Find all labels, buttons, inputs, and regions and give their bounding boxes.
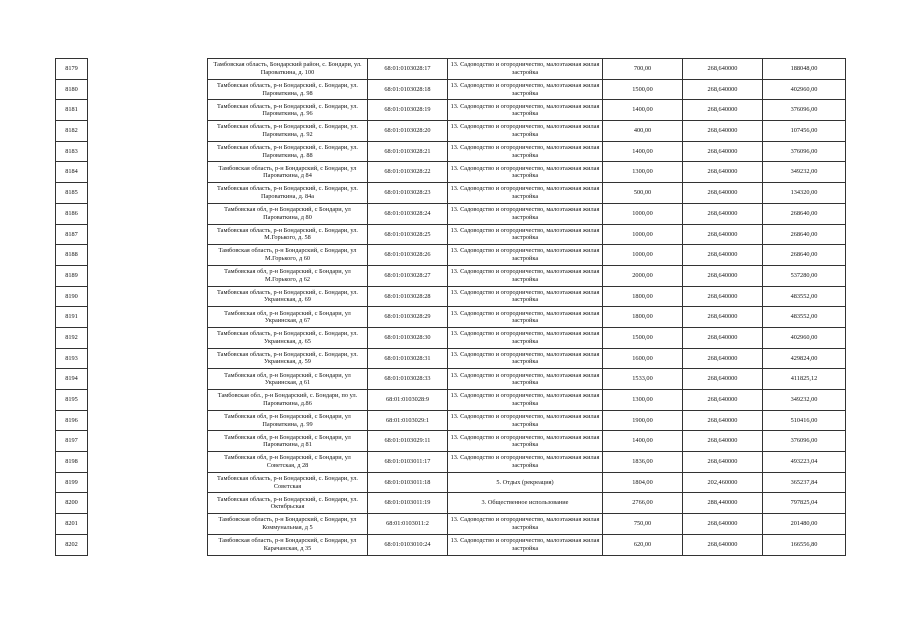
table-row bbox=[56, 162, 846, 183]
area-cell: 1500,00 bbox=[603, 327, 683, 348]
land-use-cell: 13. Садоводство и огородничество, малоэтажная жилая застройка bbox=[448, 534, 603, 555]
address-cell: Тамбовская область, р-н Бондарский, с. Бондари, ул. Пароваткина, д. 92 bbox=[208, 121, 368, 142]
area-cell: 2766,00 bbox=[603, 493, 683, 514]
specific-value-cell: 288,440000 bbox=[683, 493, 763, 514]
cadastral-number-cell: 68:01:0103028:27 bbox=[368, 265, 448, 286]
address-cell: Тамбовская обл, р-н Бондарский, с Бондари, ул Пароваткина, д 80 bbox=[208, 203, 368, 224]
specific-value-cell: 268,640000 bbox=[683, 265, 763, 286]
table-row bbox=[56, 183, 846, 204]
row-number-cell: 8186 bbox=[56, 203, 88, 224]
cadastral-value-cell: 402960,00 bbox=[763, 79, 846, 100]
cadastral-number-cell: 68:01:0103011:17 bbox=[368, 452, 448, 473]
specific-value-cell: 268,640000 bbox=[683, 514, 763, 535]
table-body bbox=[56, 59, 846, 556]
land-use-cell: 13. Садоводство и огородничество, малоэтажная жилая застройка bbox=[448, 224, 603, 245]
specific-value-cell: 268,640000 bbox=[683, 534, 763, 555]
cadastral-value-cell: 402960,00 bbox=[763, 327, 846, 348]
area-cell: 1400,00 bbox=[603, 141, 683, 162]
cadastral-number-cell: 68:01:0103029:11 bbox=[368, 431, 448, 452]
area-cell: 1900,00 bbox=[603, 410, 683, 431]
specific-value-cell: 268,640000 bbox=[683, 224, 763, 245]
land-use-cell: 13. Садоводство и огородничество, малоэтажная жилая застройка bbox=[448, 59, 603, 80]
land-use-cell: 13. Садоводство и огородничество, малоэтажная жилая застройка bbox=[448, 307, 603, 328]
cadastral-number-cell: 68:01:0103028:31 bbox=[368, 348, 448, 369]
table-row bbox=[56, 534, 846, 555]
land-use-cell: 13. Садоводство и огородничество, малоэтажная жилая застройка bbox=[448, 369, 603, 390]
cadastral-value-cell: 510416,00 bbox=[763, 410, 846, 431]
land-use-cell: 13. Садоводство и огородничество, малоэтажная жилая застройка bbox=[448, 121, 603, 142]
cadastral-value-cell: 483552,00 bbox=[763, 307, 846, 328]
area-cell: 1836,00 bbox=[603, 452, 683, 473]
specific-value-cell: 268,640000 bbox=[683, 348, 763, 369]
cadastral-value-cell: 365237,84 bbox=[763, 472, 846, 493]
specific-value-cell: 268,640000 bbox=[683, 183, 763, 204]
gap-cell bbox=[88, 183, 208, 204]
table-row bbox=[56, 224, 846, 245]
cadastral-number-cell: 68:01:0103028:26 bbox=[368, 245, 448, 266]
cadastral-value-cell: 429824,00 bbox=[763, 348, 846, 369]
row-number-cell: 8198 bbox=[56, 452, 88, 473]
specific-value-cell: 268,640000 bbox=[683, 327, 763, 348]
table-row bbox=[56, 307, 846, 328]
cadastral-value-cell: 483552,00 bbox=[763, 286, 846, 307]
specific-value-cell: 268,640000 bbox=[683, 410, 763, 431]
row-number-cell: 8197 bbox=[56, 431, 88, 452]
table-row bbox=[56, 121, 846, 142]
row-number-cell: 8193 bbox=[56, 348, 88, 369]
row-number-cell: 8182 bbox=[56, 121, 88, 142]
cadastral-value-cell: 376096,00 bbox=[763, 431, 846, 452]
land-use-cell: 13. Садоводство и огородничество, малоэтажная жилая застройка bbox=[448, 431, 603, 452]
cadastral-value-cell: 376096,00 bbox=[763, 100, 846, 121]
land-use-cell: 13. Садоводство и огородничество, малоэтажная жилая застройка bbox=[448, 265, 603, 286]
row-number-cell: 8185 bbox=[56, 183, 88, 204]
cadastral-number-cell: 68:01:0103028:23 bbox=[368, 183, 448, 204]
area-cell: 700,00 bbox=[603, 59, 683, 80]
cadastral-value-cell: 797825,04 bbox=[763, 493, 846, 514]
table-row bbox=[56, 514, 846, 535]
address-cell: Тамбовская область, р-н Бондарский, с. Бондари, ул. Пароваткина, д. 96 bbox=[208, 100, 368, 121]
address-cell: Тамбовская обл, р-н Бондарский, с Бондари, ул Пароваткина, д. 99 bbox=[208, 410, 368, 431]
land-use-cell: 5. Отдых (рекреация) bbox=[448, 472, 603, 493]
area-cell: 1000,00 bbox=[603, 203, 683, 224]
gap-cell bbox=[88, 307, 208, 328]
cadastral-value-cell: 349232,00 bbox=[763, 390, 846, 411]
address-cell: Тамбовская область, р-н Бондарский, с. Бондари, ул. Советская bbox=[208, 472, 368, 493]
specific-value-cell: 202,460000 bbox=[683, 472, 763, 493]
table-row bbox=[56, 265, 846, 286]
table-row bbox=[56, 452, 846, 473]
row-number-cell: 8189 bbox=[56, 265, 88, 286]
land-use-cell: 13. Садоводство и огородничество, малоэтажная жилая застройка bbox=[448, 183, 603, 204]
cadastral-number-cell: 68:01:0103010:24 bbox=[368, 534, 448, 555]
specific-value-cell: 268,640000 bbox=[683, 245, 763, 266]
row-number-cell: 8188 bbox=[56, 245, 88, 266]
gap-cell bbox=[88, 265, 208, 286]
specific-value-cell: 268,640000 bbox=[683, 59, 763, 80]
table-row bbox=[56, 59, 846, 80]
cadastral-value-cell: 134320,00 bbox=[763, 183, 846, 204]
row-number-cell: 8179 bbox=[56, 59, 88, 80]
specific-value-cell: 268,640000 bbox=[683, 79, 763, 100]
cadastral-value-cell: 376096,00 bbox=[763, 141, 846, 162]
table-row bbox=[56, 369, 846, 390]
gap-cell bbox=[88, 514, 208, 535]
area-cell: 620,00 bbox=[603, 534, 683, 555]
table-row bbox=[56, 286, 846, 307]
cadastral-number-cell: 68:01:0103028:19 bbox=[368, 100, 448, 121]
address-cell: Тамбовская обл, р-н Бондарский, с Бондари, ул Советская, д 28 bbox=[208, 452, 368, 473]
cadastral-number-cell: 68:01:0103029:1 bbox=[368, 410, 448, 431]
row-number-cell: 8180 bbox=[56, 79, 88, 100]
table-row bbox=[56, 327, 846, 348]
table-row bbox=[56, 203, 846, 224]
cadastral-value-cell: 268640,00 bbox=[763, 203, 846, 224]
specific-value-cell: 268,640000 bbox=[683, 162, 763, 183]
area-cell: 1000,00 bbox=[603, 224, 683, 245]
area-cell: 1000,00 bbox=[603, 245, 683, 266]
address-cell: Тамбовская обл, р-н Бондарский, с Бондари, ул Пароваткина, д 81 bbox=[208, 431, 368, 452]
gap-cell bbox=[88, 79, 208, 100]
gap-cell bbox=[88, 141, 208, 162]
cadastral-number-cell: 68:01:0103028:25 bbox=[368, 224, 448, 245]
specific-value-cell: 268,640000 bbox=[683, 141, 763, 162]
area-cell: 1800,00 bbox=[603, 307, 683, 328]
specific-value-cell: 268,640000 bbox=[683, 452, 763, 473]
row-number-cell: 8196 bbox=[56, 410, 88, 431]
cadastral-value-cell: 537280,00 bbox=[763, 265, 846, 286]
area-cell: 1400,00 bbox=[603, 100, 683, 121]
address-cell: Тамбовская область, р-н Бондарский, с. Бондари, ул. Пароваткина, д. 88 bbox=[208, 141, 368, 162]
area-cell: 400,00 bbox=[603, 121, 683, 142]
area-cell: 2000,00 bbox=[603, 265, 683, 286]
land-use-cell: 13. Садоводство и огородничество, малоэтажная жилая застройка bbox=[448, 348, 603, 369]
cadastral-number-cell: 68:01:0103011:2 bbox=[368, 514, 448, 535]
area-cell: 1600,00 bbox=[603, 348, 683, 369]
address-cell: Тамбовская область, р-н Бондарский, с. Бондари, ул. Украинская, д. 59 bbox=[208, 348, 368, 369]
cadastral-number-cell: 68:01:0103028:28 bbox=[368, 286, 448, 307]
gap-cell bbox=[88, 327, 208, 348]
area-cell: 1500,00 bbox=[603, 79, 683, 100]
area-cell: 1300,00 bbox=[603, 162, 683, 183]
land-use-cell: 13. Садоводство и огородничество, малоэтажная жилая застройка bbox=[448, 286, 603, 307]
land-use-cell: 13. Садоводство и огородничество, малоэтажная жилая застройка bbox=[448, 452, 603, 473]
cadastral-value-cell: 107456,00 bbox=[763, 121, 846, 142]
area-cell: 750,00 bbox=[603, 514, 683, 535]
table-row bbox=[56, 348, 846, 369]
specific-value-cell: 268,640000 bbox=[683, 121, 763, 142]
table-row bbox=[56, 472, 846, 493]
table-row bbox=[56, 245, 846, 266]
gap-cell bbox=[88, 390, 208, 411]
gap-cell bbox=[88, 162, 208, 183]
data-table bbox=[55, 58, 846, 556]
gap-cell bbox=[88, 493, 208, 514]
cadastral-value-cell: 493223,04 bbox=[763, 452, 846, 473]
table-row bbox=[56, 141, 846, 162]
gap-cell bbox=[88, 224, 208, 245]
cadastral-number-cell: 68:01:0103028:20 bbox=[368, 121, 448, 142]
address-cell: Тамбовская область, р-н Бондарский, с. Бондари, ул. Октябрьская bbox=[208, 493, 368, 514]
row-number-cell: 8181 bbox=[56, 100, 88, 121]
land-use-cell: 13. Садоводство и огородничество, малоэтажная жилая застройка bbox=[448, 79, 603, 100]
cadastral-number-cell: 68:01:0103028:9 bbox=[368, 390, 448, 411]
gap-cell bbox=[88, 59, 208, 80]
gap-cell bbox=[88, 472, 208, 493]
address-cell: Тамбовская область, р-н Бондарский, с. Бондари, ул. Пароваткина, д. 84а bbox=[208, 183, 368, 204]
specific-value-cell: 268,640000 bbox=[683, 431, 763, 452]
area-cell: 1804,00 bbox=[603, 472, 683, 493]
address-cell: Тамбовская область, р-н Бондарский, с Бондари, ул Пароваткина, д 84 bbox=[208, 162, 368, 183]
cadastral-number-cell: 68:01:0103028:22 bbox=[368, 162, 448, 183]
address-cell: Тамбовская область, р-н Бондарский, с. Бондари, ул. Украинская, д. 69 bbox=[208, 286, 368, 307]
address-cell: Тамбовская область, Бондарский район, с. Бондари, ул. Пароваткина, д. 100 bbox=[208, 59, 368, 80]
land-use-cell: 13. Садоводство и огородничество, малоэтажная жилая застройка bbox=[448, 327, 603, 348]
gap-cell bbox=[88, 348, 208, 369]
table-row bbox=[56, 493, 846, 514]
cadastral-number-cell: 68:01:0103028:18 bbox=[368, 79, 448, 100]
land-use-cell: 13. Садоводство и огородничество, малоэтажная жилая застройка bbox=[448, 390, 603, 411]
row-number-cell: 8190 bbox=[56, 286, 88, 307]
table-row bbox=[56, 79, 846, 100]
land-use-cell: 13. Садоводство и огородничество, малоэтажная жилая застройка bbox=[448, 162, 603, 183]
cadastral-number-cell: 68:01:0103011:19 bbox=[368, 493, 448, 514]
area-cell: 1533,00 bbox=[603, 369, 683, 390]
cadastral-value-cell: 188048,00 bbox=[763, 59, 846, 80]
row-number-cell: 8200 bbox=[56, 493, 88, 514]
area-cell: 500,00 bbox=[603, 183, 683, 204]
land-use-cell: 13. Садоводство и огородничество, малоэтажная жилая застройка bbox=[448, 100, 603, 121]
row-number-cell: 8194 bbox=[56, 369, 88, 390]
table-row bbox=[56, 100, 846, 121]
table-row bbox=[56, 390, 846, 411]
cadastral-number-cell: 68:01:0103028:29 bbox=[368, 307, 448, 328]
row-number-cell: 8183 bbox=[56, 141, 88, 162]
specific-value-cell: 268,640000 bbox=[683, 307, 763, 328]
cadastral-value-table bbox=[55, 58, 845, 556]
cadastral-value-cell: 166556,80 bbox=[763, 534, 846, 555]
row-number-cell: 8202 bbox=[56, 534, 88, 555]
gap-cell bbox=[88, 431, 208, 452]
land-use-cell: 13. Садоводство и огородничество, малоэтажная жилая застройка bbox=[448, 141, 603, 162]
address-cell: Тамбовская обл., р-н Бондарский, с. Бондари, по ул. Пароваткина, д.86 bbox=[208, 390, 368, 411]
land-use-cell: 13. Садоводство и огородничество, малоэтажная жилая застройка bbox=[448, 203, 603, 224]
cadastral-number-cell: 68:01:0103028:33 bbox=[368, 369, 448, 390]
cadastral-value-cell: 411825,12 bbox=[763, 369, 846, 390]
row-number-cell: 8199 bbox=[56, 472, 88, 493]
specific-value-cell: 268,640000 bbox=[683, 100, 763, 121]
land-use-cell: 13. Садоводство и огородничество, малоэтажная жилая застройка bbox=[448, 514, 603, 535]
row-number-cell: 8191 bbox=[56, 307, 88, 328]
area-cell: 1300,00 bbox=[603, 390, 683, 411]
cadastral-value-cell: 201480,00 bbox=[763, 514, 846, 535]
address-cell: Тамбовская область, р-н Бондарский, с. Бондари, ул. Украинская, д. 65 bbox=[208, 327, 368, 348]
cadastral-value-cell: 268640,00 bbox=[763, 245, 846, 266]
row-number-cell: 8184 bbox=[56, 162, 88, 183]
cadastral-number-cell: 68:01:0103028:24 bbox=[368, 203, 448, 224]
land-use-cell: 13. Садоводство и огородничество, малоэтажная жилая застройка bbox=[448, 410, 603, 431]
gap-cell bbox=[88, 245, 208, 266]
address-cell: Тамбовская обл, р-н Бондарский, с Бондари, ул М.Горького, д 62 bbox=[208, 265, 368, 286]
cadastral-number-cell: 68:01:0103028:30 bbox=[368, 327, 448, 348]
gap-cell bbox=[88, 452, 208, 473]
gap-cell bbox=[88, 203, 208, 224]
address-cell: Тамбовская область, р-н Бондарский, с. Бондари, ул. М.Горького, д. 58 bbox=[208, 224, 368, 245]
address-cell: Тамбовская область, р-н Бондарский, с Бондари, ул М.Горького, д 60 bbox=[208, 245, 368, 266]
row-number-cell: 8201 bbox=[56, 514, 88, 535]
address-cell: Тамбовская область, р-н Бондарский, с Бондари, ул Коммунальная, д 5 bbox=[208, 514, 368, 535]
specific-value-cell: 268,640000 bbox=[683, 286, 763, 307]
table-row bbox=[56, 431, 846, 452]
gap-cell bbox=[88, 369, 208, 390]
cadastral-number-cell: 68:01:0103028:21 bbox=[368, 141, 448, 162]
row-number-cell: 8192 bbox=[56, 327, 88, 348]
gap-cell bbox=[88, 286, 208, 307]
address-cell: Тамбовская область, р-н Бондарский, с. Бондари, ул. Пароваткина, д. 98 bbox=[208, 79, 368, 100]
cadastral-value-cell: 268640,00 bbox=[763, 224, 846, 245]
gap-cell bbox=[88, 534, 208, 555]
row-number-cell: 8195 bbox=[56, 390, 88, 411]
address-cell: Тамбовская обл, р-н Бондарский, с Бондари, ул Украинская, д 61 bbox=[208, 369, 368, 390]
cadastral-number-cell: 68:01:0103011:18 bbox=[368, 472, 448, 493]
cadastral-value-cell: 349232,00 bbox=[763, 162, 846, 183]
gap-cell bbox=[88, 100, 208, 121]
area-cell: 1400,00 bbox=[603, 431, 683, 452]
gap-cell bbox=[88, 121, 208, 142]
gap-cell bbox=[88, 410, 208, 431]
specific-value-cell: 268,640000 bbox=[683, 203, 763, 224]
table-row bbox=[56, 410, 846, 431]
specific-value-cell: 268,640000 bbox=[683, 369, 763, 390]
specific-value-cell: 268,640000 bbox=[683, 390, 763, 411]
land-use-cell: 13. Садоводство и огородничество, малоэтажная жилая застройка bbox=[448, 245, 603, 266]
area-cell: 1800,00 bbox=[603, 286, 683, 307]
land-use-cell: 3. Общественное использование bbox=[448, 493, 603, 514]
address-cell: Тамбовская обл, р-н Бондарский, с Бондари, ул Украинская, д 67 bbox=[208, 307, 368, 328]
address-cell: Тамбовская область, р-н Бондарский, с Бондари, ул Карачанская, д 35 bbox=[208, 534, 368, 555]
cadastral-number-cell: 68:01:0103028:17 bbox=[368, 59, 448, 80]
row-number-cell: 8187 bbox=[56, 224, 88, 245]
